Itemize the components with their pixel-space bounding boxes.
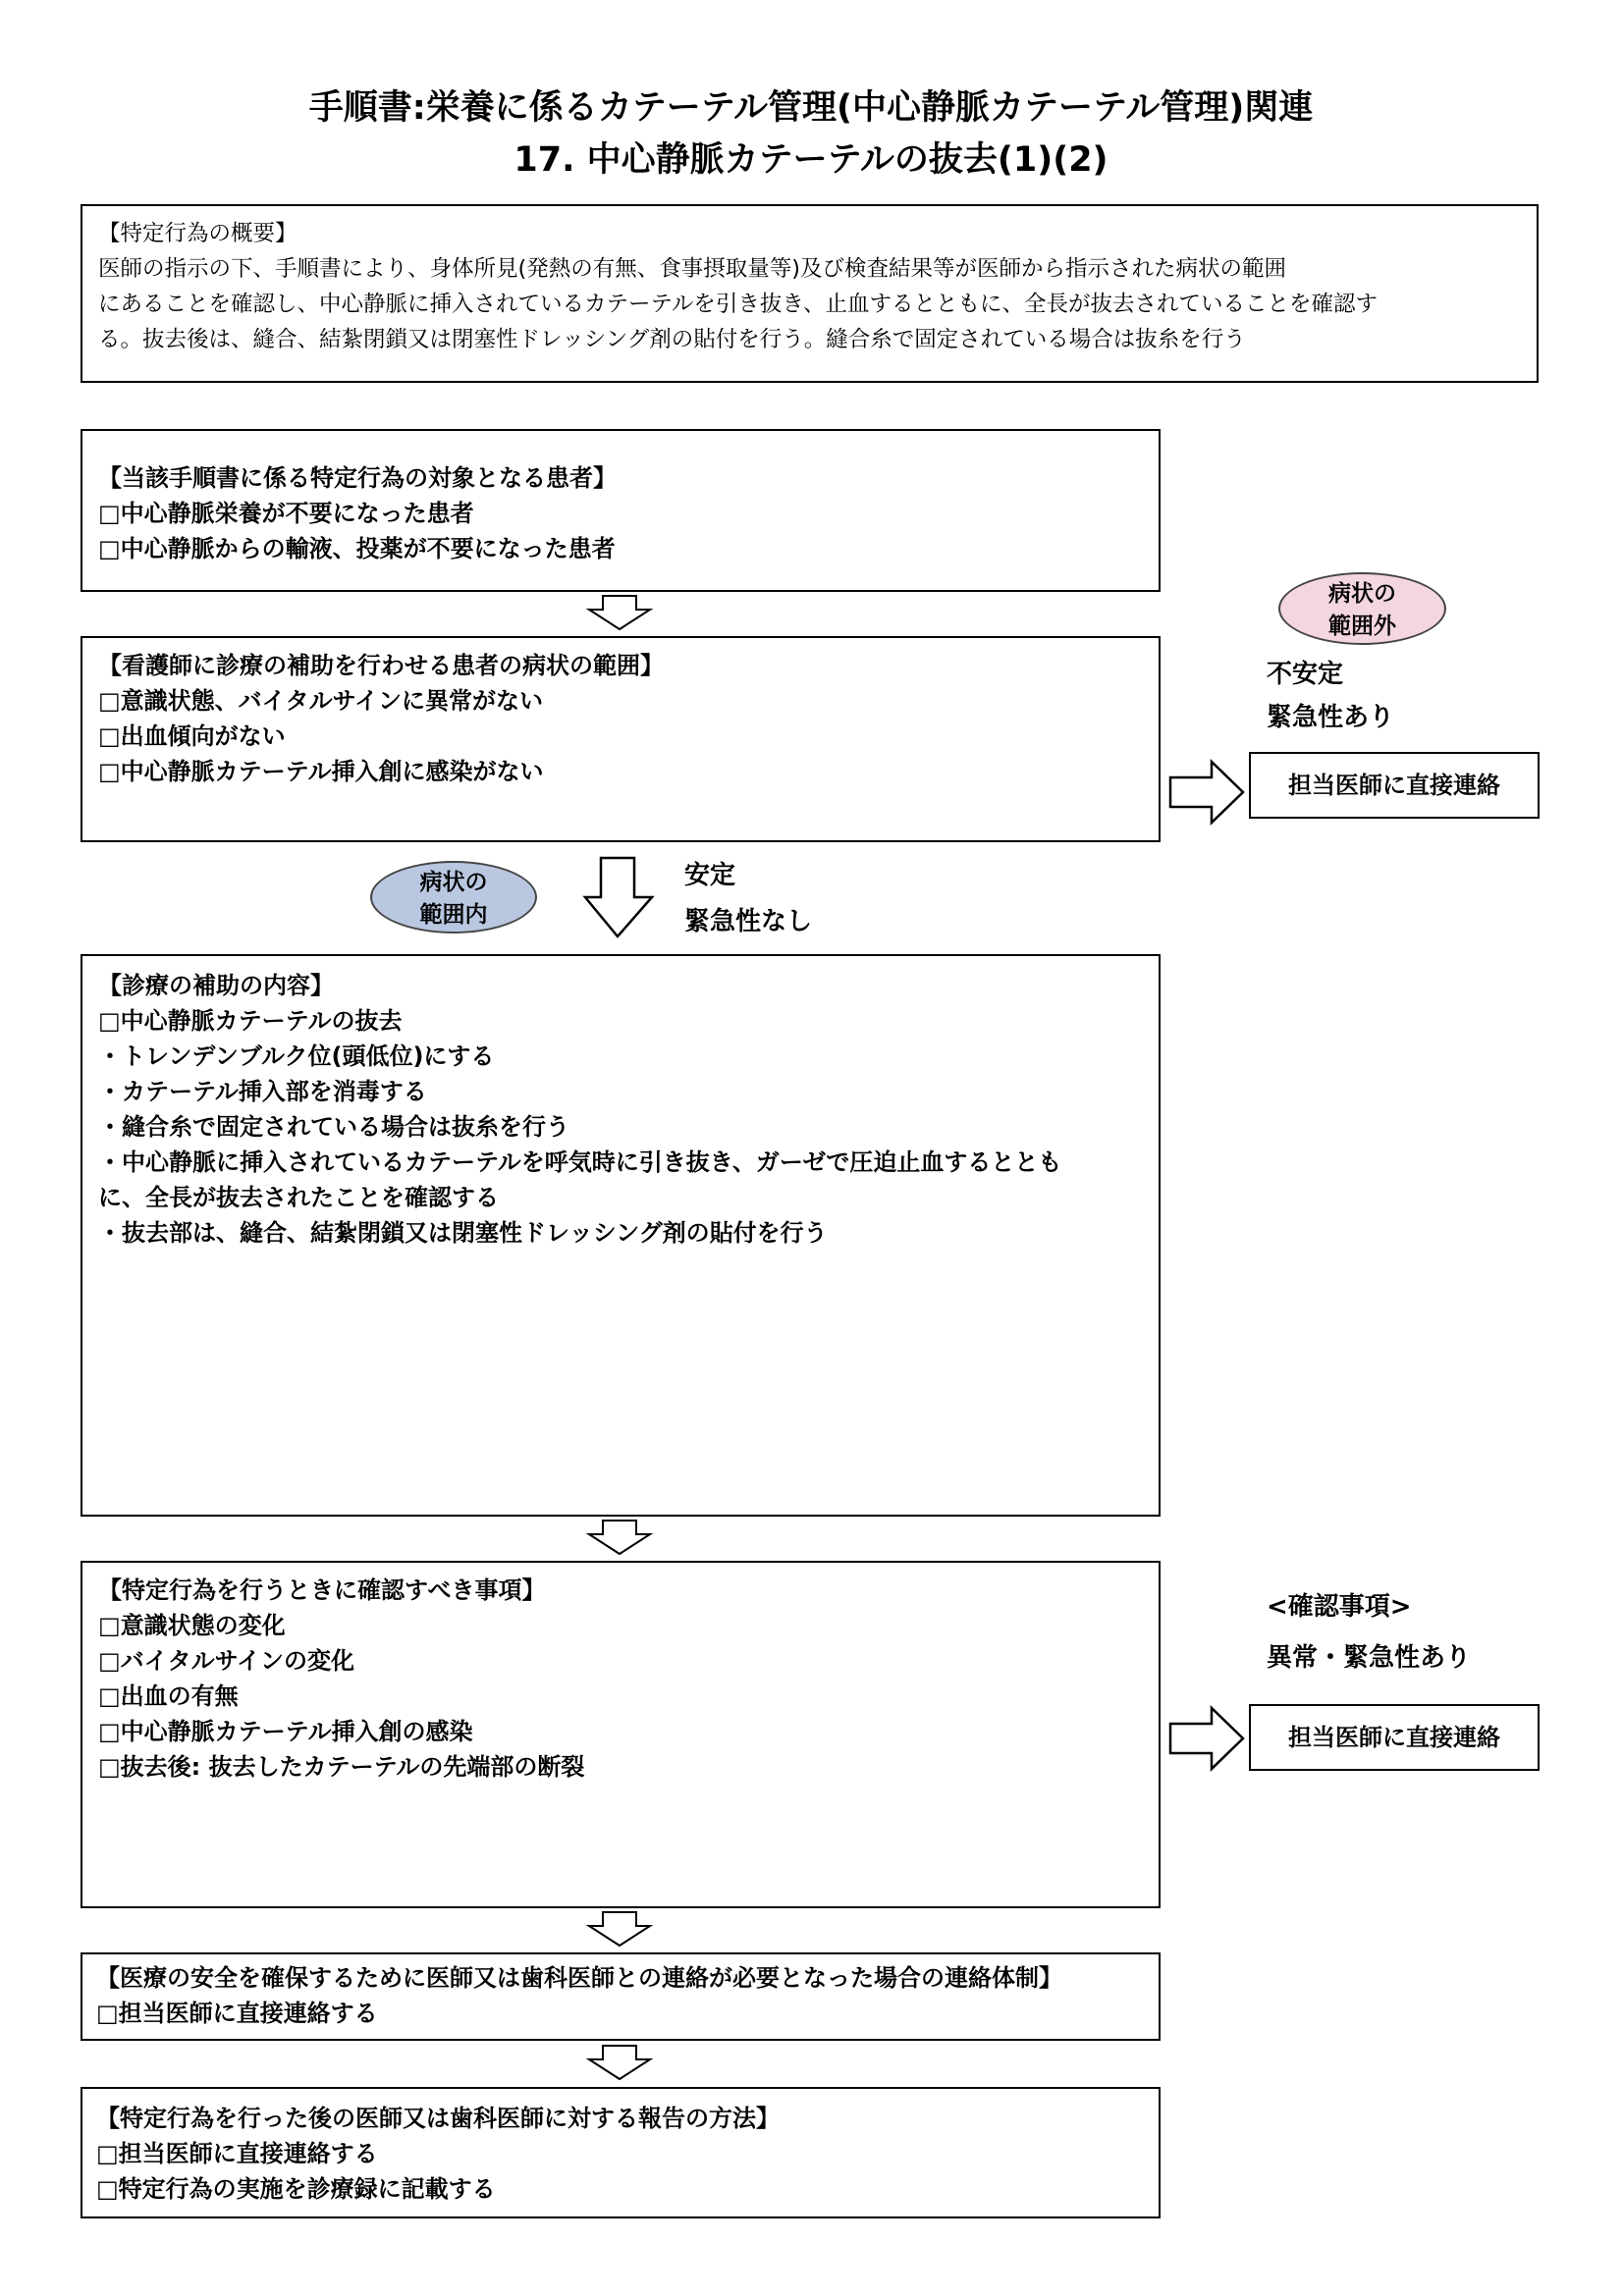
list-item: □意識状態の変化 xyxy=(98,1612,286,1639)
overview-line: る。抜去後は、縫合、結紮閉鎖又は閉塞性ドレッシング剤の貼付を行う。縫合糸で固定されている場合は抜糸を行う xyxy=(98,327,1246,352)
page-subtitle: 17. 中心静脈カテーテルの抜去(1)(2) xyxy=(514,140,1108,180)
ellipse-text: 範囲内 xyxy=(419,902,488,928)
list-item: □中心静脈カテーテル挿入創に感染がない xyxy=(98,758,544,785)
contact-system-box xyxy=(81,1952,1161,2041)
list-item: □出血の有無 xyxy=(98,1682,239,1710)
contact-doctor-box: 担当医師に直接連絡 xyxy=(1249,1704,1540,1771)
condition-range-box xyxy=(81,636,1161,842)
list-item: □中心静脈カテーテルの抜去 xyxy=(98,1007,403,1035)
out-of-range-ellipse xyxy=(1278,572,1446,645)
confirm-label: <確認事項> xyxy=(1267,1592,1412,1622)
page-title: 手順書:栄養に係るカテーテル管理(中心静脈カテーテル管理)関連 xyxy=(308,88,1314,128)
target-patients-heading: 【当該手順書に係る特定行為の対象となる患者】 xyxy=(98,464,617,492)
not-urgent-label: 緊急性なし xyxy=(684,907,813,936)
ellipse-text: 病状の xyxy=(1328,581,1396,607)
list-item: □中心静脈栄養が不要になった患者 xyxy=(98,500,474,527)
list-item: □意識状態、バイタルサインに異常がない xyxy=(98,687,543,715)
list-item: □中心静脈カテーテル挿入創の感染 xyxy=(98,1718,473,1745)
report-heading: 【特定行為を行った後の医師又は歯科医師に対する報告の方法】 xyxy=(96,2105,780,2132)
unstable-label: 不安定 xyxy=(1267,660,1344,689)
in-range-ellipse xyxy=(370,861,537,934)
overview-heading: 【特定行為の概要】 xyxy=(98,221,297,246)
list-item: ・カテーテル挿入部を消毒する xyxy=(98,1078,427,1105)
right-arrow-icon xyxy=(1168,758,1247,827)
down-arrow-icon xyxy=(583,856,656,938)
care-content-box xyxy=(81,954,1161,1517)
stable-label: 安定 xyxy=(684,861,736,890)
contact-system-heading: 【医療の安全を確保するために医師又は歯科医師との連絡が必要となった場合の連絡体制】 xyxy=(96,1964,1062,1992)
target-patients-box xyxy=(81,429,1161,592)
ellipse-text: 範囲外 xyxy=(1328,614,1396,639)
condition-range-heading: 【看護師に診療の補助を行わせる患者の病状の範囲】 xyxy=(98,652,664,679)
right-arrow-icon xyxy=(1168,1704,1247,1773)
list-item: □特定行為の実施を診療録に記載する xyxy=(96,2175,496,2203)
abnormal-urgent-label: 異常・緊急性あり xyxy=(1267,1643,1472,1673)
list-item: ・抜去部は、縫合、結紮閉鎖又は閉塞性ドレッシング剤の貼付を行う xyxy=(98,1219,828,1247)
list-item: □担当医師に直接連絡する xyxy=(96,2000,378,2027)
list-item: ・トレンデンブルク位(頭低位)にする xyxy=(98,1042,495,1070)
urgent-label: 緊急性あり xyxy=(1267,703,1395,732)
down-arrow-icon xyxy=(585,1519,654,1556)
overview-line: 医師の指示の下、手順書により、身体所見(発熱の有無、食事摂取量等)及び検査結果等が医師から指示された病状の範囲 xyxy=(98,256,1287,282)
contact-doctor-box: 担当医師に直接連絡 xyxy=(1249,752,1540,819)
overview-box xyxy=(81,204,1539,383)
list-item: ・中心静脈に挿入されているカテーテルを呼気時に引き抜き、ガーゼで圧迫止血するととも xyxy=(98,1148,1062,1176)
down-arrow-icon xyxy=(585,2044,654,2081)
overview-line: にあることを確認し、中心静脈に挿入されているカテーテルを引き抜き、止血するとともに、全長が抜去されていることを確認す xyxy=(98,292,1378,317)
list-item: □中心静脈からの輸液、投薬が不要になった患者 xyxy=(98,535,616,562)
list-item: □担当医師に直接連絡する xyxy=(96,2140,378,2167)
list-item: ・縫合糸で固定されている場合は抜糸を行う xyxy=(98,1113,569,1141)
list-item: □バイタルサインの変化 xyxy=(98,1647,354,1675)
check-items-heading: 【特定行為を行うときに確認すべき事項】 xyxy=(98,1576,546,1604)
care-content-heading: 【診療の補助の内容】 xyxy=(98,972,334,999)
ellipse-text: 病状の xyxy=(419,870,488,895)
down-arrow-icon xyxy=(585,594,654,631)
down-arrow-icon xyxy=(585,1910,654,1948)
list-item: □出血傾向がない xyxy=(98,722,286,750)
list-item: に、全長が抜去されたことを確認する xyxy=(98,1184,499,1211)
report-box xyxy=(81,2087,1161,2218)
list-item: □抜去後: 抜去したカテーテルの先端部の断裂 xyxy=(98,1753,585,1781)
check-items-box xyxy=(81,1561,1161,1908)
